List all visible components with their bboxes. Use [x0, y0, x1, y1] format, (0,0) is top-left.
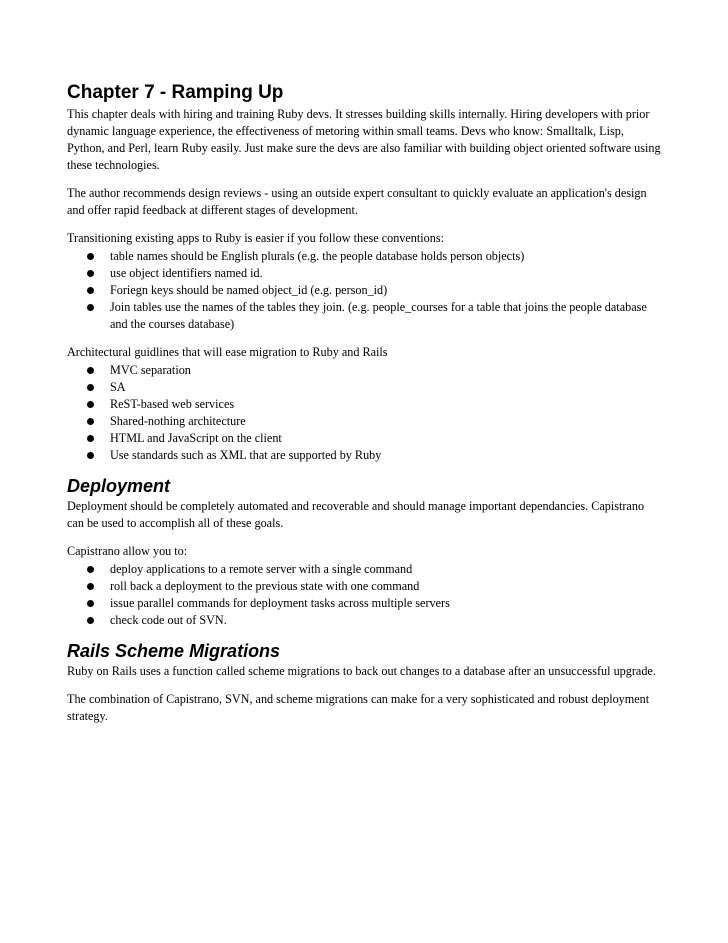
guidelines-list: [67, 362, 663, 464]
list-item: [67, 299, 663, 333]
list-item-text: roll back a deployment to the previous state with one command: [110, 579, 420, 593]
bullet-icon: [87, 566, 94, 573]
list-item-text: Join tables use the names of the tables they join. (e.g. people_courses for a table that joins the people database and the courses database): [110, 300, 647, 331]
bullet-icon: [87, 617, 94, 624]
bullet-icon: [87, 401, 94, 408]
deployment-heading: Deployment: [67, 476, 171, 496]
bullet-icon: [87, 304, 94, 311]
list-item: [67, 248, 663, 265]
list-item: [67, 595, 663, 612]
chapter-title: Chapter 7 - Ramping Up: [67, 82, 284, 103]
list-item-text: MVC separation: [110, 363, 191, 377]
bullet-icon: [87, 270, 94, 277]
list-item-text: use object identifiers named id.: [110, 266, 263, 280]
bullet-icon: [87, 253, 94, 260]
list-item: [67, 612, 663, 629]
list-item: [67, 362, 663, 379]
bullet-icon: [87, 384, 94, 391]
list-item-text: issue parallel commands for deployment tasks across multiple servers: [110, 596, 450, 610]
list-item-text: check code out of SVN.: [110, 613, 227, 627]
deployment-intro-paragraph: Deployment should be completely automated and recoverable and should manage important dependancies. Capistrano can be used to accomplish all of these goals.: [67, 499, 645, 530]
scheme-migrations-paragraph: Ruby on Rails uses a function called scheme migrations to back out changes to a database after an unsuccessful upgrade.: [67, 664, 656, 678]
bullet-icon: [87, 452, 94, 459]
list-item-text: Foriegn keys should be named object_id (e.g. person_id): [110, 283, 388, 297]
scheme-migrations-heading: Rails Scheme Migrations: [67, 641, 281, 661]
list-item-text: table names should be English plurals (e.g. the people database holds person objects): [110, 249, 525, 263]
conventions-list: [67, 248, 663, 333]
chapter-intro-paragraph: This chapter deals with hiring and training Ruby devs. It stresses building skills internally. Hiring developers with prior dynamic language experience, the effectiveness of metoring within small teams. Devs who know: Smalltalk, Lisp, Python, and Perl, learn Ruby easily. Just make sure the devs are also familiar with building object oriented software using these technologies.: [67, 107, 661, 172]
capistrano-lead: Capistrano allow you to:: [67, 544, 188, 558]
list-item: [67, 265, 663, 282]
design-reviews-paragraph: The author recommends design reviews - using an outside expert consultant to quickly evaluate an application's design and offer rapid feedback at different stages of development.: [67, 186, 647, 217]
list-item-text: SA: [110, 380, 126, 394]
guidelines-lead: Architectural guidlines that will ease migration to Ruby and Rails: [67, 345, 388, 359]
list-item: [67, 396, 663, 413]
list-item: [67, 430, 663, 447]
document-page: [67, 82, 663, 736]
combination-paragraph: The combination of Capistrano, SVN, and scheme migrations can make for a very sophisticated and robust deployment strategy.: [67, 692, 650, 723]
list-item: [67, 578, 663, 595]
bullet-icon: [87, 418, 94, 425]
bullet-icon: [87, 600, 94, 607]
bullet-icon: [87, 367, 94, 374]
bullet-icon: [87, 287, 94, 294]
list-item-text: deploy applications to a remote server with a single command: [110, 562, 413, 576]
conventions-lead: Transitioning existing apps to Ruby is easier if you follow these conventions:: [67, 231, 444, 245]
list-item: [67, 282, 663, 299]
capistrano-list: [67, 561, 663, 629]
bullet-icon: [87, 435, 94, 442]
list-item-text: HTML and JavaScript on the client: [110, 431, 282, 445]
list-item: [67, 379, 663, 396]
list-item: [67, 561, 663, 578]
list-item: [67, 413, 663, 430]
bullet-icon: [87, 583, 94, 590]
list-item-text: Use standards such as XML that are supported by Ruby: [110, 448, 382, 462]
list-item: [67, 447, 663, 464]
list-item-text: Shared-nothing architecture: [110, 414, 246, 428]
list-item-text: ReST-based web services: [110, 397, 235, 411]
